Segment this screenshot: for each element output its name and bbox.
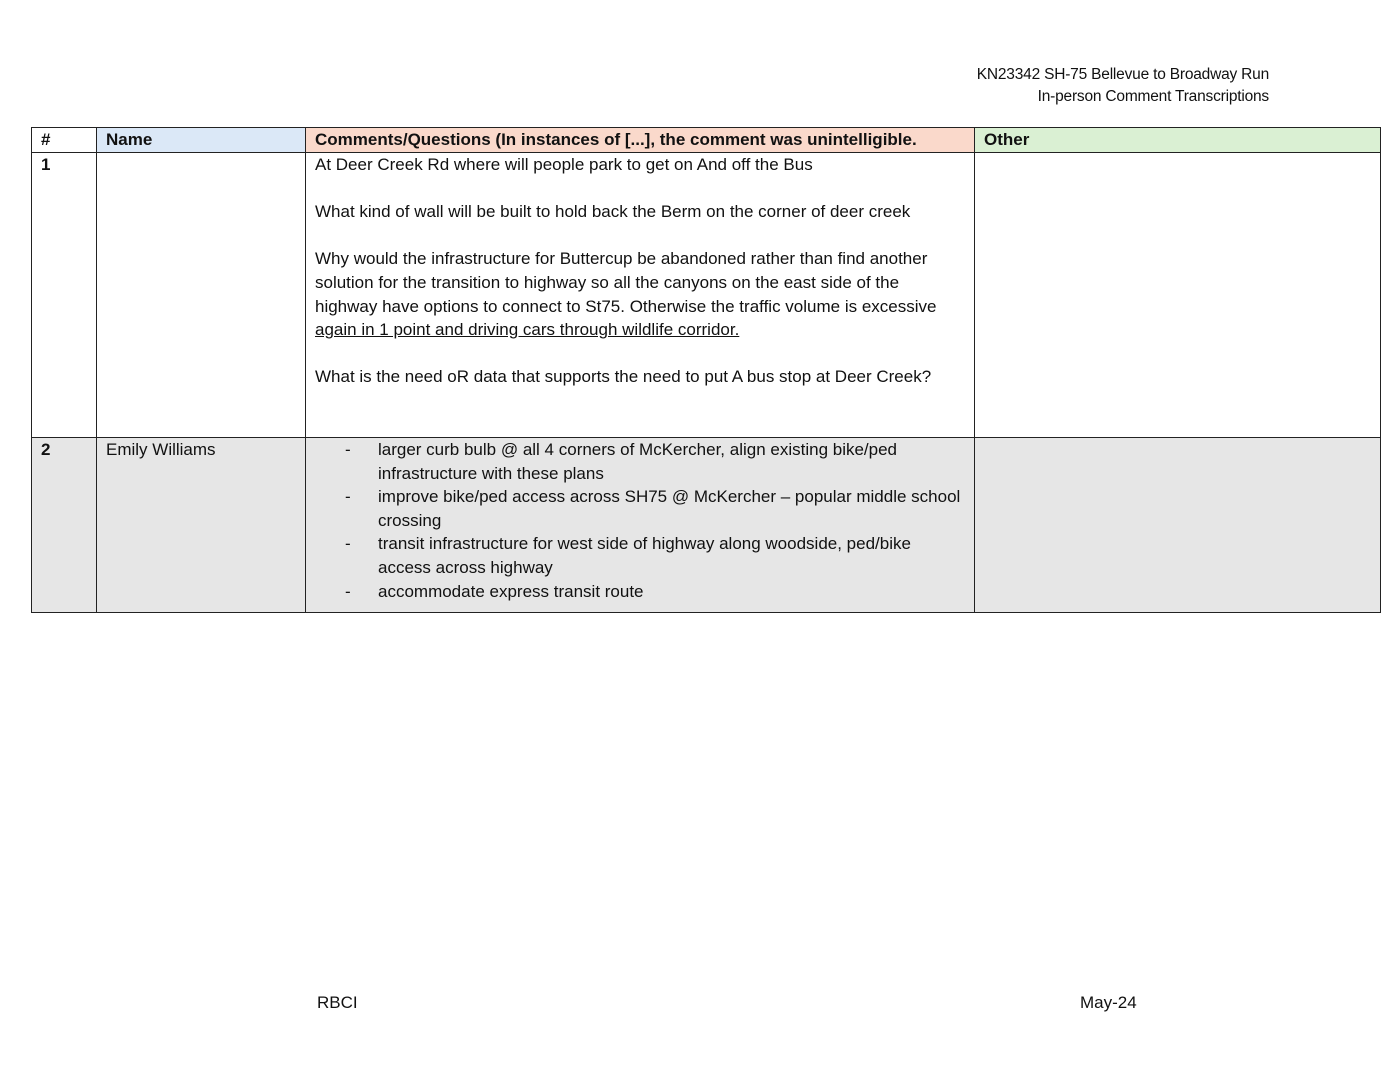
column-header-number: # [32, 128, 97, 153]
row-name [97, 153, 306, 438]
comment-paragraph: What kind of wall will be built to hold back the Berm on the corner of deer creek [315, 202, 911, 222]
table-row [32, 438, 1381, 613]
header-subtitle: In-person Comment Transcriptions [1037, 88, 1269, 105]
comment-text: Why would the infrastructure for Buttercup be abandoned rather than find another solution for the transition to highway so all the canyons on the east side of the highway have options to connect to St75. Otherwise the traffic volume is excessive [315, 249, 937, 316]
column-header-comments-title: Comments/Questions [315, 130, 491, 149]
row-number: 1 [32, 153, 97, 438]
row-comments [306, 438, 975, 613]
comment-paragraph: What is the need oR data that supports the need to put A bus stop at Deer Creek? [315, 367, 932, 387]
comment-list [315, 438, 965, 603]
list-item: - larger curb bulb @ all 4 corners of McKercher, align existing bike/ped infrastructure with these plans [378, 438, 965, 485]
row-other [975, 153, 1381, 438]
row-name: Emily Williams [97, 438, 306, 613]
comments-table [31, 127, 1381, 613]
column-header-comments-note: (In instances of [...], the comment was unintelligible. [490, 130, 917, 149]
table-header-row [32, 128, 1381, 153]
footer-organization: RBCI [317, 993, 358, 1012]
list-item: - improve bike/ped access across SH75 @ McKercher – popular middle school crossing [378, 485, 965, 532]
row-comments [306, 153, 975, 438]
comment-paragraph [315, 247, 965, 341]
column-header-name: Name [97, 128, 306, 153]
row-number: 2 [32, 438, 97, 613]
page-header [977, 64, 1269, 108]
footer-date: May-24 [1080, 993, 1137, 1012]
row-other [975, 438, 1381, 613]
column-header-comments [306, 128, 975, 153]
list-item: - transit infrastructure for west side of highway along woodside, ped/bike access across highway [378, 532, 965, 579]
table-row [32, 153, 1381, 438]
header-project-title: KN23342 SH-75 Bellevue to Broadway Run [976, 66, 1269, 83]
column-header-other: Other [975, 128, 1381, 153]
comment-underlined-text: again in 1 point and driving cars through wildlife corridor. [315, 320, 740, 340]
list-item: - accommodate express transit route [378, 580, 965, 604]
comment-paragraph: At Deer Creek Rd where will people park to get on And off the Bus [315, 155, 813, 174]
